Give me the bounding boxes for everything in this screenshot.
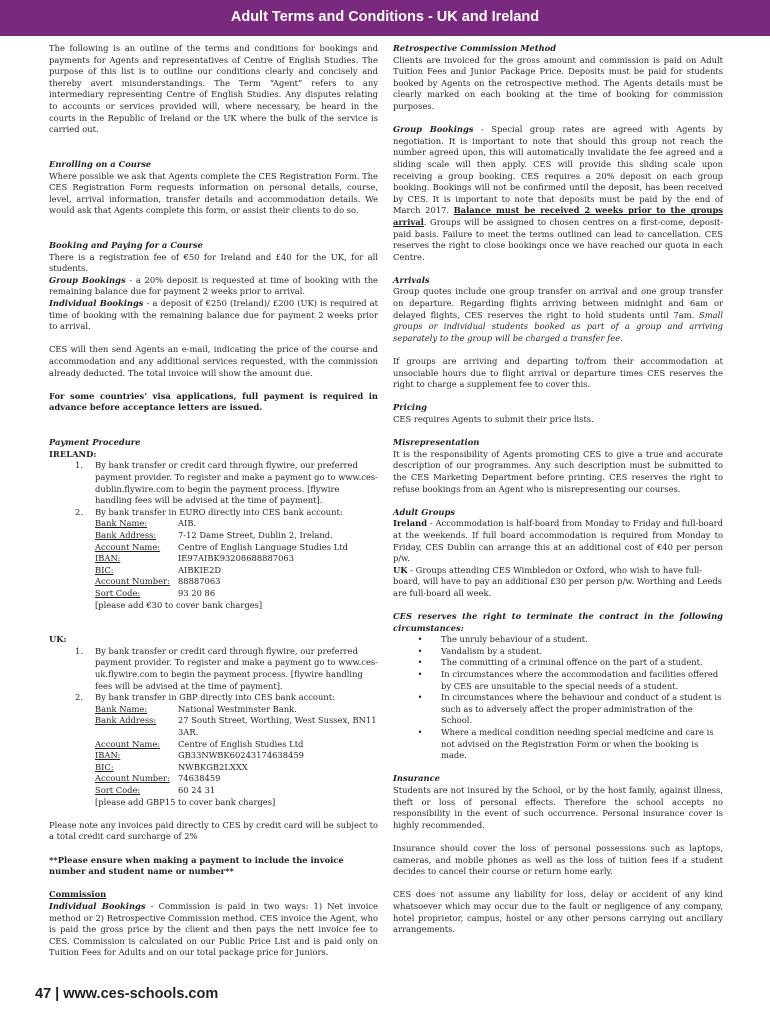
intro-paragraph: The following is an outline of the terms and conditions for bookings and payments for Agents and representatives of Centre of English Studies. The purpose of this list is to outline our conditions clearly and concisely and thereby avert misunderstandings. The Term “Agent” refers to any intermediary representing Centre of English Studies. Any disputes relating to accounts or services provided will, where necessary, be heard in the courts in the Republic of Ireland or the UK where the bulk of the service is carried out.	[49, 43, 378, 135]
bank-row	[49, 739, 378, 751]
list-item	[393, 669, 723, 692]
uk-option-2	[49, 692, 378, 704]
bank-field-label: BIC:	[95, 564, 114, 575]
arrivals-transfer-fee-note: Small groups or individual students booked as part of a group and arriving separately to the group will be charged a transfer fee.	[393, 309, 723, 343]
commission-text	[49, 901, 378, 959]
uk-option-1-text: By bank transfer or credit card through flywire, our preferred payment provider. To register and make a payment go to www.ces-uk.flywire.com to begin the payment process. [flywire handling fees will be advised at the time of payment].	[95, 645, 378, 691]
insurance-text-3: CES does not assume any liability for loss, delay or accident of any kind whatsoever which may occur due to the fault or negligence of any company, hotel proprietor, campus, hostel or any other persons carrying out ancillary arrangements.	[393, 889, 723, 935]
credit-card-surcharge-note: Please note any invoices paid directly to CES by credit card will be subject to a total credit card surcharge of 2%	[49, 819, 378, 842]
bank-field-label: Account Name:	[95, 541, 161, 552]
bank-field-value: IE97AIBK93208688887063	[178, 553, 295, 564]
uk-bank-details	[49, 704, 378, 797]
ireland-option-1-number: 1.	[75, 460, 83, 471]
adult-groups-uk-text: - Groups attending CES Wimbledon or Oxford, who wish to have full-board, will have to pay an additional £30 per person p/w. Worthing and Leeds are full-board all week.	[393, 564, 723, 598]
bank-row	[49, 762, 378, 774]
arrivals-heading: Arrivals	[393, 274, 430, 285]
bullet-glyph: •	[417, 634, 423, 645]
registration-fee-text: There is a registration fee of €50 for Ireland and £40 for the UK, for all students.	[49, 251, 378, 274]
list-item-text: Vandalism by a student.	[441, 645, 543, 656]
bank-row	[49, 750, 378, 762]
group-bookings-paragraph	[393, 124, 723, 263]
bank-row	[49, 576, 378, 588]
bank-field-value: GB33NWBK60243174638459	[178, 750, 304, 761]
bank-field-label: Bank Name:	[95, 518, 148, 529]
enrolling-text: Where possible we ask that Agents complete the CES Registration Form. The CES Registration Form requests information on personal details, course, level, arrival information, transfer details and accommodation details. We would ask that Agents complete this form, or assist their clients to do so.	[49, 170, 378, 216]
bank-field-label: Bank Address:	[95, 529, 157, 540]
bank-field-label: Sort Code:	[95, 587, 141, 598]
bank-row	[49, 553, 378, 565]
bank-field-value: AIB.	[178, 518, 197, 529]
individual-bookings-label: Individual Bookings	[49, 298, 144, 309]
list-item-text: In circumstances where the accommodation and facilities offered by CES are unsuitable to the special needs of a student.	[441, 669, 719, 691]
visa-note: For some countries’ visa applications, full payment is required in advance before acceptance letters are issued.	[49, 390, 378, 413]
bank-field-value: 74638459	[178, 773, 221, 784]
ireland-label: IRELAND:	[49, 448, 97, 459]
payment-procedure-heading: Payment Procedure	[49, 437, 141, 448]
bank-field-value: 7-12 Dame Street, Dublin 2, Ireland.	[178, 529, 333, 540]
pricing-text: CES requires Agents to submit their price lists.	[393, 414, 594, 424]
bank-field-label: Account Name:	[95, 738, 161, 749]
misrepresentation-text: It is the responsibility of Agents promoting CES to give a true and accurate description of our programmes. Any such description must be submitted to the CES Marketing Department before printing. CES reserves the right to refuse bookings from an Agent who is misrepresenting our courses.	[393, 448, 723, 494]
uk-bank-charge-note: [please add GBP15 to cover bank charges]	[95, 796, 276, 807]
bank-row	[49, 773, 378, 785]
commission-individual-text: - Commission is paid in two ways: 1) Net invoice method or 2) Retrospective Commission method. CES invoice the Agent, who is paid the gross price by the client and then pays the nett invoice fee to CES. Commission is calculated on our Public Price List and is paid only on Tuition Fees for Adults and on our total package price for Juniors.	[49, 900, 378, 958]
insurance-text-2: Insurance should cover the loss of personal possessions such as laptops, cameras, and mobile phones as well as the loss of tuition fees if a student decides to cancel their course or return home early.	[393, 842, 723, 877]
bank-field-value: Centre of English Studies Ltd	[178, 738, 304, 749]
pricing-heading: Pricing	[393, 402, 427, 413]
uk-option-2-text: By bank transfer in GBP directly into CES bank account:	[95, 692, 335, 703]
retrospective-text: Clients are invoiced for the gross amount and commission is paid on Adult Tuition Fees and Junior Package Price. Deposits must be paid for students booked by Agents on the retrospective method. The Agents details must be clearly marked on each booking at the time of booking for commission purposes.	[393, 54, 723, 111]
bank-field-value: 88887063	[178, 576, 221, 587]
list-item	[393, 692, 723, 727]
ireland-option-2	[49, 507, 378, 519]
individual-bookings-deposit-text: - a deposit of €250 (Ireland)/ £200 (UK) is required at time of booking with the remaining balance due for payment 2 weeks prior to arrival.	[49, 298, 378, 332]
adult-groups-heading: Adult Groups	[393, 506, 455, 517]
bullet-glyph: •	[417, 669, 423, 680]
uk-option-1-number: 1.	[75, 645, 83, 656]
bank-field-value: Centre of English Language Studies Ltd	[178, 541, 348, 552]
commission-individual-label: Individual Bookings	[49, 900, 146, 911]
header-banner	[0, 0, 770, 36]
bank-row	[49, 530, 378, 542]
adult-groups-uk	[393, 565, 723, 600]
list-item	[393, 657, 723, 669]
ireland-option-2-text: By bank transfer in EURO directly into CES bank account:	[95, 506, 343, 517]
bullet-glyph: •	[417, 727, 423, 738]
bank-field-label: IBAN:	[95, 750, 121, 761]
bank-row	[49, 588, 378, 600]
bank-row	[49, 518, 378, 530]
enrolling-heading: Enrolling on a Course	[49, 158, 152, 169]
adult-groups-uk-label: UK	[393, 564, 408, 575]
misrepresentation-heading: Misrepresentation	[393, 437, 480, 448]
bullet-glyph: •	[417, 645, 423, 656]
bank-field-value: 27 South Street, Worthing, West Sussex, BN11 3AR.	[178, 715, 377, 738]
invoice-email-text: CES will then send Agents an e-mail, indicating the price of the course and accommodation and any additional services requested, with the commission already deducted. The total invoice will show the amount due.	[49, 344, 378, 378]
page-footer: 47 | www.ces-schools.com	[35, 986, 219, 1002]
ireland-option-1-text: By bank transfer or credit card through flywire, our preferred payment provider. To register and make a payment go to www.ces-dublin.flywire.com to begin the payment process. [flywire handling fees will be advised at the time of payment].	[95, 460, 378, 506]
list-item	[393, 727, 723, 762]
bank-row	[49, 704, 378, 716]
list-item-text: The unruly behaviour of a student.	[441, 634, 588, 645]
bullet-glyph: •	[417, 657, 423, 668]
group-bookings-deposit-text: - a 20% deposit is requested at time of booking with the remaining balance due for payment 2 weeks prior to arrival.	[49, 274, 378, 297]
list-item	[393, 646, 723, 658]
bank-field-value: National Westminster Bank.	[178, 703, 297, 714]
group-bookings-text-continued: . Groups will be assigned to chosen centres on a first-come, deposit-paid basis. Failure to meet the terms outlined can lead to cancellation. CES reserves the right to close bookings once we have reached our quota in each Centre.	[393, 216, 723, 262]
group-bookings-label: Group Bookings	[49, 274, 126, 285]
bank-field-value: 93 20 86	[178, 587, 216, 598]
bank-row	[49, 715, 378, 738]
bank-field-label: Bank Name:	[95, 703, 148, 714]
commission-heading: Commission	[49, 889, 107, 900]
bank-field-label: IBAN:	[95, 553, 121, 564]
insurance-text-1: Students are not insured by the School, or by the host family, against illness, theft or loss of personal effects. Therefore the school accepts no responsibility in the event of such occurrence. Personal insurance cover is highly recommended.	[393, 785, 723, 830]
group-bookings-deposit	[49, 275, 378, 298]
adult-groups-ireland-label: Ireland	[393, 518, 428, 529]
adult-groups-ireland	[393, 518, 723, 564]
ireland-bank-details	[49, 518, 378, 599]
bank-row	[49, 565, 378, 577]
bank-field-label: Account Number:	[95, 773, 170, 784]
page-title: Adult Terms and Conditions - UK and Ireland	[230, 9, 540, 25]
group-bookings-heading: Group Bookings	[393, 124, 474, 135]
list-item-text: Where a medical condition needing special medicine and care is not advised on the Registration Form or when the booking is made.	[441, 727, 714, 761]
ireland-bank-charge-note: [please add €30 to cover bank charges]	[95, 599, 263, 610]
bank-row	[49, 542, 378, 554]
unsociable-hours-text: If groups are arriving and departing to/from their accommodation at unsociable hours due to flight arrival or departure times CES reserves the right to charge a supplement fee to cover this.	[393, 356, 723, 390]
list-item-text: The committing of a criminal offence on the part of a student.	[441, 657, 703, 668]
termination-heading: CES reserves the right to terminate the contract in the following circumstances:	[393, 611, 723, 633]
uk-option-2-number: 2.	[75, 692, 83, 703]
termination-list	[393, 634, 723, 762]
bank-field-label: Account Number:	[95, 576, 170, 587]
bank-field-label: Sort Code:	[95, 785, 141, 795]
group-bookings-text: - Special group rates are agreed with Agents by negotiation. It is important to note that should this group not reach the number agreed upon, this will automatically invalidate the fee agreed and a sliding scale will then apply. CES will provide this sliding scale upon receiving a group booking. CES requires a 20% deposit on each group booking. Bookings will not be confirmed until the deposit, has been received by CES. It is important to note that deposits must be paid by the end of March 2017.	[393, 124, 723, 216]
individual-bookings-deposit	[49, 298, 378, 333]
adult-groups-ireland-text: - Accommodation is half-board from Monday to Friday and full-board at the weekends. If full board accommodation is required from Monday to Friday, CES Dublin can arrange this at an additional cost of €40 per person p/w.	[393, 518, 723, 564]
bullet-glyph: •	[417, 692, 423, 703]
bank-field-label: Bank Address:	[95, 715, 157, 726]
ireland-option-2-number: 2.	[75, 506, 83, 517]
arrivals-text	[393, 286, 723, 344]
retrospective-heading: Retrospective Commission Method	[393, 43, 557, 53]
right-column	[393, 43, 723, 936]
booking-heading: Booking and Paying for a Course	[49, 240, 203, 251]
insurance-heading: Insurance	[393, 773, 440, 784]
list-item-text: In circumstances where the behaviour and conduct of a student is such as to adversely affect the proper administration of the School.	[441, 692, 722, 726]
bank-field-value: NWBKGB2LXXX	[178, 761, 248, 772]
payment-reference-note: **Please ensure when making a payment to include the invoice number and student name or number**	[49, 854, 344, 877]
arrivals-text-main: Group quotes include one group transfer on arrival and one group transfer on departure. Regarding flights arriving between midnight and 6am or delayed flights, CES reserves the right to hold students until 7am.	[393, 286, 723, 320]
bank-field-label: BIC:	[95, 761, 114, 772]
balance-deadline-emphasis: Balance must be received 2 weeks prior to the groups arrival	[393, 205, 723, 227]
uk-option-1	[49, 646, 378, 692]
bank-field-value: AIBKIE2D	[178, 564, 222, 575]
bank-row	[49, 785, 378, 797]
list-item	[393, 634, 723, 646]
uk-label: UK:	[49, 634, 67, 645]
bank-field-value: 60 24 31	[178, 785, 216, 795]
ireland-option-1	[49, 460, 378, 506]
left-column	[49, 43, 378, 959]
